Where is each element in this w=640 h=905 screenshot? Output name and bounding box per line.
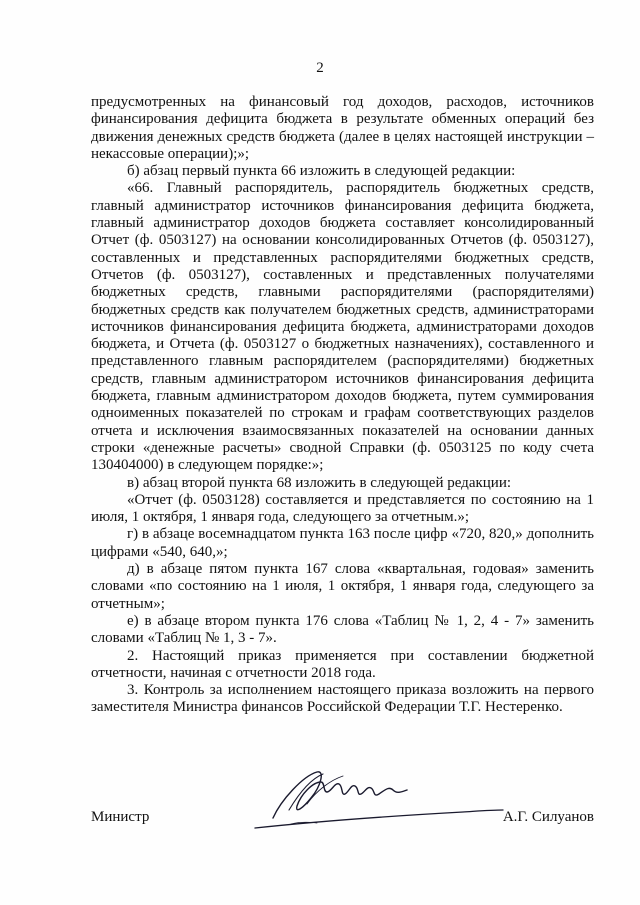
signatory-title: Министр (91, 809, 150, 825)
paragraph-quote-report: «Отчет (ф. 0503128) составляется и представляется по состоянию на 1 июля, 1 октября, 1 января года, следующего за отчетным.»; (91, 491, 594, 526)
handwritten-signature (251, 760, 511, 840)
paragraph-continuation: предусмотренных на финансовый год доходов, расходов, источников финансирования дефицита бюджета в результате обменных операций без движения денежных средств бюджета (далее в целях настоящей инструкции – некассовые операции);»; (91, 94, 594, 162)
paragraph-item-g: г) в абзаце восемнадцатом пункта 163 после цифр «720, 820,» дополнить цифрами «540, 640,»; (91, 526, 594, 560)
signature-block (91, 760, 594, 840)
paragraph-quote-66: «66. Главный распорядитель, распорядитель бюджетных средств, главный администратор источников финансирования дефицита бюджета, главный администратор доходов бюджета составляет консолидированный Отчет (ф. 0503127) на основании консолидированных Отчетов (ф. 0503127), составленных и представленных распорядителями бюджетных средств, Отчетов (ф. 0503127), составленных и представленных получателями бюджетных средств, главными распорядителями (распорядителями) бюджетных средств как получателем бюджетных средств, администраторами источников финансирования дефицита бюджета, администраторами доходов бюджета, и Отчета (ф. 0503127 о бюджетных назначениях), составленного и представленного главным распорядителем (распорядителями) бюджетных средств, главным администратором источников финансирования дефицита бюджета, главным администратором доходов бюджета, путем суммирования одноименных показателей по строкам и графам соответствующих разделов отчета и исключения взаимосвязанных показателей на основании данных строки «денежные расчеты» сводной Справки (ф. 0503125 по коду счета 130404000) в следующем порядке:»; (91, 180, 594, 474)
paragraph-clause-2: 2. Настоящий приказ применяется при составлении бюджетной отчетности, начиная с отчетности 2018 года. (91, 647, 594, 681)
document-body (91, 94, 594, 717)
paragraph-clause-3: 3. Контроль за исполнением настоящего приказа возложить на первого заместителя Министра финансов Российской Федерации Т.Г. Нестеренко. (91, 682, 594, 716)
paragraph-item-e: е) в абзаце втором пункта 176 слова «Таблиц № 1, 2, 4 - 7» заменить словами «Таблиц № 1, 3 - 7». (91, 612, 594, 647)
page-number: 2 (316, 60, 324, 76)
paragraph-item-v: в) абзац второй пункта 68 изложить в следующей редакции: (127, 474, 512, 491)
paragraph-item-b: б) абзац первый пункта 66 изложить в следующей редакции: (127, 163, 516, 180)
signatory-name: А.Г. Силуанов (502, 809, 594, 825)
paragraph-item-d: д) в абзаце пятом пункта 167 слова «квартальная, годовая» заменить словами «по состоянию на 1 июля, 1 октября, 1 января года, следующего за отчетным»; (91, 561, 594, 612)
